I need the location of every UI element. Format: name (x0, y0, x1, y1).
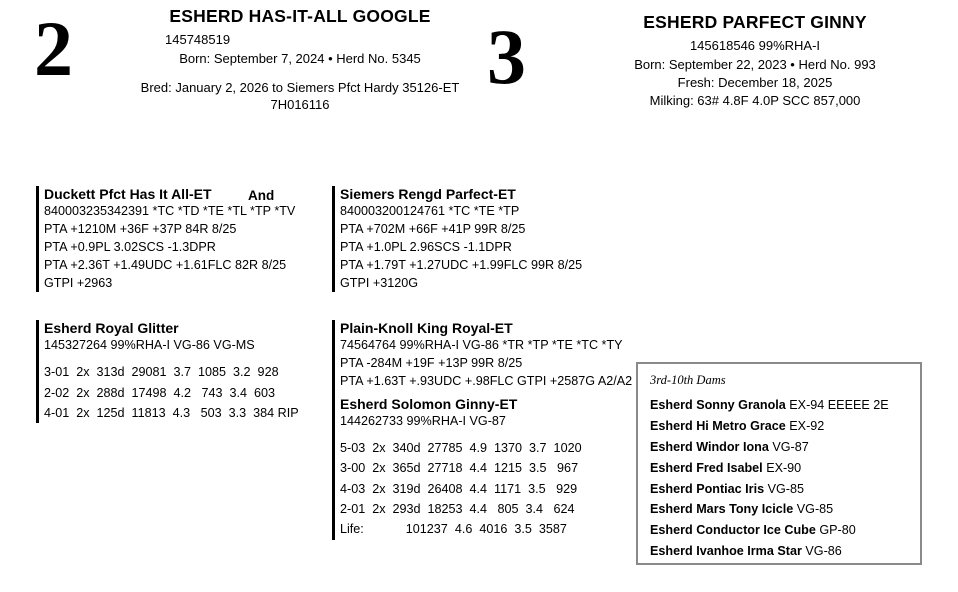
ancestor-dam-score: EX-94 EEEEE 2E (789, 398, 889, 412)
lot-3-fresh-line: Fresh: December 18, 2025 (677, 75, 833, 90)
dam-block-left (36, 320, 299, 423)
ancestor-dam-score: VG-87 (772, 439, 809, 454)
sire-name-left: Duckett Pfct Has It All-ET (44, 186, 212, 202)
lot-3-animal-name: ESHERD PARFECT GINNY (643, 12, 867, 32)
maternal-grandsire-block (332, 320, 632, 539)
sire-pta-yield-left: PTA +1210M +36F +37P 84R 8/25 (44, 221, 237, 236)
dam-record-row: 2-02 2x 288d 17498 4.2 743 3.4 603 (44, 385, 276, 400)
sire-pta-health-middle: PTA +1.0PL 2.96SCS -1.1DPR (340, 239, 512, 254)
lot-2-animal-name: ESHERD HAS-IT-ALL GOOGLE (169, 6, 431, 26)
ancestor-dam-name: Esherd Hi Metro Grace (650, 418, 786, 433)
lot-3-registration: 145618546 99%RHA-I (689, 38, 821, 53)
maternal-grandsire-pta-type: PTA +1.63T +.93UDC +.98FLC GTPI +2587G A2/A2 (340, 374, 633, 389)
ancestor-dam-score: VG-86 (805, 544, 842, 559)
list-item (650, 541, 908, 562)
ancestor-dams-title: 3rd-10th Dams (650, 373, 726, 387)
dam-name-middle: Esherd Solomon Ginny-ET (340, 396, 518, 412)
sire-pta-yield-middle: PTA +702M +66F +41P 99R 8/25 (340, 221, 526, 236)
sire-block-middle (332, 186, 632, 292)
list-item (650, 479, 908, 500)
ancestor-dam-score: EX-90 (766, 460, 802, 475)
ancestor-dam-name: Esherd Ivanhoe Irma Star (650, 544, 802, 559)
lot-2-bred-line: Bred: January 2, 2026 to Siemers Pfct Hardy 35126-ET (140, 80, 460, 95)
ancestor-dam-name: Esherd Sonny Granola (650, 398, 786, 412)
ancestor-dam-name: Esherd Conductor Ice Cube (650, 523, 816, 538)
ancestor-dam-score: VG-85 (796, 502, 834, 517)
ancestor-dams-box (636, 362, 922, 565)
lot-2-bred-code: 7H016116 (270, 97, 330, 112)
maternal-grandsire-pta-yield: PTA -284M +19F +13P 99R 8/25 (340, 356, 523, 371)
ancestor-dam-score: EX-92 (789, 418, 825, 433)
list-item (650, 499, 908, 520)
spacer-left (36, 292, 286, 320)
sire-name-middle: Siemers Rengd Parfect-ET (340, 186, 516, 202)
list-item (650, 395, 908, 416)
dam-record-row: 4-01 2x 125d 11813 4.3 503 3.3 384 RIP (44, 406, 299, 421)
lot-3-milking-line: Milking: 63# 4.8F 4.0P SCC 857,000 (649, 93, 861, 108)
list-item (650, 458, 908, 479)
and-label: And (248, 188, 275, 203)
sire-pta-health-left: PTA +0.9PL 3.02SCS -1.3DPR (44, 239, 216, 254)
lot-number-3: 3 (487, 13, 526, 100)
sire-pta-type-middle: PTA +1.79T +1.27UDC +1.99FLC 99R 8/25 (340, 257, 583, 272)
sire-id-left: 840003235342391 *TC *TD *TE *TL *TP *TV (44, 204, 296, 218)
maternal-grandsire-id: 74564764 99%RHA-I VG-86 *TR *TP *TE *TC *TY (340, 338, 623, 353)
lot-2-born-line: Born: September 7, 2024 • Herd No. 5345 (179, 51, 421, 66)
pedigree-column-middle (332, 186, 632, 540)
ancestor-dam-name: Esherd Mars Tony Icicle (650, 502, 794, 517)
ancestor-dam-score: VG-85 (767, 481, 804, 496)
dam-id-left: 145327264 99%RHA-I VG-86 VG-MS (44, 338, 255, 353)
ancestor-dam-name: Esherd Fred Isabel (650, 460, 763, 475)
dam-id-middle: 144262733 99%RHA-I VG-87 (340, 414, 506, 428)
dam-lifetime-row: Life: 101237 4.6 4016 3.5 3587 (340, 522, 567, 537)
lot-3-born-line: Born: September 22, 2023 • Herd No. 993 (634, 57, 876, 72)
dam-record-row: 3-00 2x 365d 27718 4.4 1215 3.5 967 (340, 461, 579, 476)
dam-record-row: 3-01 2x 313d 29081 3.7 1085 3.2 928 (44, 365, 279, 380)
ancestor-dam-score: GP-80 (819, 523, 856, 538)
dam-name-left: Esherd Royal Glitter (44, 320, 179, 337)
sire-gtpi-left: GTPI +2963 (44, 275, 113, 290)
list-item (650, 437, 908, 458)
dam-record-row: 2-01 2x 293d 18253 4.4 805 3.4 624 (340, 502, 575, 517)
lot-number-2: 2 (34, 5, 73, 92)
sire-id-middle: 840003200124761 *TC *TE *TP (340, 204, 520, 218)
ancestor-dam-name: Esherd Pontiac Iris (650, 481, 765, 496)
ancestor-dam-name: Esherd Windor Iona (650, 439, 769, 454)
dam-record-row: 4-03 2x 319d 26408 4.4 1171 3.5 929 (340, 481, 578, 496)
lot-3-header (565, 12, 945, 111)
list-item (650, 520, 908, 541)
dam-record-row: 5-03 2x 340d 27785 4.9 1370 3.7 1020 (340, 440, 582, 455)
pedigree-column-left (36, 186, 299, 423)
lot-2-registration: 145748519 (165, 32, 231, 47)
sire-gtpi-middle: GTPI +3120G (340, 275, 419, 290)
sire-pta-type-left: PTA +2.36T +1.49UDC +1.61FLC 82R 8/25 (44, 257, 287, 272)
spacer-middle (332, 292, 632, 320)
list-item (650, 416, 908, 437)
lot-2-header (120, 6, 480, 112)
maternal-grandsire-name: Plain-Knoll King Royal-ET (340, 320, 513, 337)
